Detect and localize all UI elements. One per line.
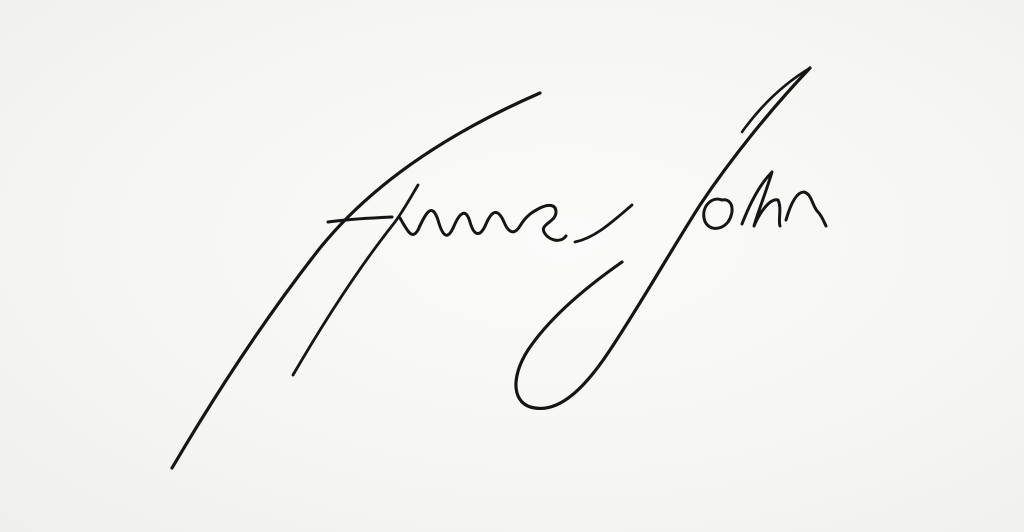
signature-ink-strokes: [172, 68, 826, 468]
stroke-h-letter: [742, 172, 780, 226]
stroke-a-long-diagonal: [172, 93, 540, 468]
stroke-nus-letters: [400, 205, 566, 240]
stroke-connector: [575, 205, 632, 242]
stroke-j-loop: [516, 68, 810, 408]
stroke-a-short-diagonal: [293, 185, 418, 375]
stroke-a-crossbar: [328, 217, 392, 222]
stroke-n-letter: [786, 192, 826, 226]
stroke-o-letter: [704, 199, 732, 228]
